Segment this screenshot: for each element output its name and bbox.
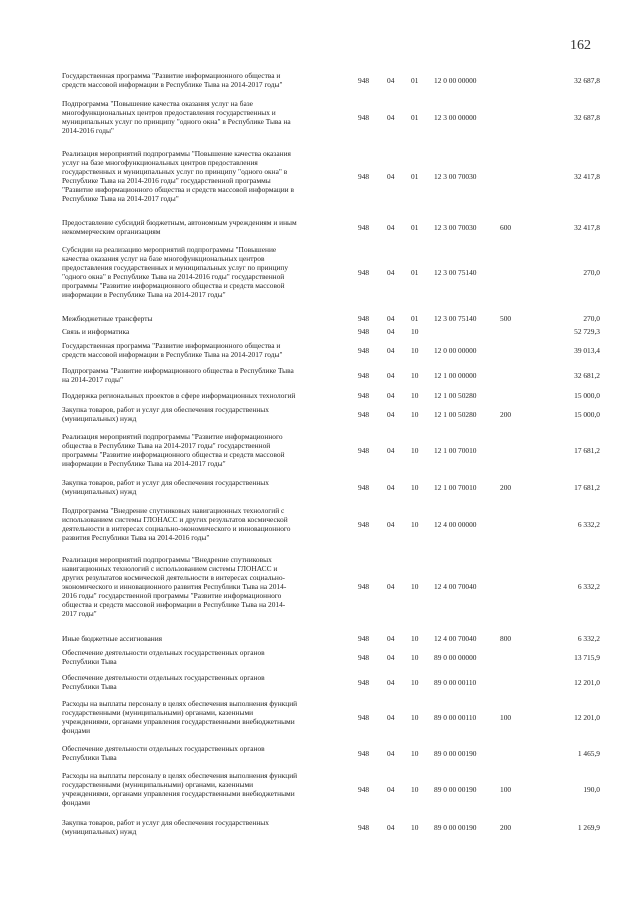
row-expense-type: 200 <box>500 410 512 419</box>
row-section-code: 04 <box>387 371 395 380</box>
row-amount: 32 417,8 <box>574 223 600 232</box>
row-expense-type: 100 <box>500 713 512 722</box>
row-ministry-code: 948 <box>358 713 370 722</box>
row-target-code: 12 4 00 00000 <box>434 520 477 529</box>
row-target-code: 12 3 00 70030 <box>434 172 477 181</box>
row-ministry-code: 948 <box>358 823 370 832</box>
row-ministry-code: 948 <box>358 327 370 336</box>
row-amount: 32 687,8 <box>574 113 600 122</box>
row-amount: 270,0 <box>583 314 600 323</box>
row-description: Расходы на выплаты персоналу в целях обеспечения выполнения функций государственными (муниципальными) органами, казенными учреждениями, органами управления государственными внебюджетными фондами <box>62 699 298 735</box>
row-target-code: 89 0 00 00110 <box>434 713 477 722</box>
row-amount: 1 465,9 <box>577 749 600 758</box>
row-amount: 17 681,2 <box>574 483 600 492</box>
row-section-code: 04 <box>387 268 395 277</box>
row-amount: 12 201,0 <box>574 678 600 687</box>
row-ministry-code: 948 <box>358 314 370 323</box>
row-description: Межбюджетные трансферты <box>62 314 153 323</box>
row-section-code: 04 <box>387 314 395 323</box>
row-subsection-code: 10 <box>411 713 419 722</box>
row-section-code: 04 <box>387 749 395 758</box>
row-description: Обеспечение деятельности отдельных государственных органов Республики Тыва <box>62 648 265 666</box>
row-amount: 52 729,3 <box>574 327 600 336</box>
row-description: Обеспечение деятельности отдельных государственных органов Республики Тыва <box>62 673 265 691</box>
row-subsection-code: 10 <box>411 520 419 529</box>
row-ministry-code: 948 <box>358 223 370 232</box>
row-target-code: 89 0 00 00190 <box>434 823 477 832</box>
row-subsection-code: 01 <box>411 172 419 181</box>
row-subsection-code: 10 <box>411 410 419 419</box>
row-target-code: 12 3 00 70030 <box>434 223 477 232</box>
row-section-code: 04 <box>387 785 395 794</box>
row-target-code: 89 0 00 00110 <box>434 678 477 687</box>
row-subsection-code: 10 <box>411 823 419 832</box>
row-ministry-code: 948 <box>358 391 370 400</box>
row-amount: 15 000,0 <box>574 391 600 400</box>
row-amount: 32 417,8 <box>574 172 600 181</box>
row-section-code: 04 <box>387 634 395 643</box>
row-description: Иные бюджетные ассигнования <box>62 634 163 643</box>
row-description: Закупка товаров, работ и услуг для обеспечения государственных (муниципальных) нужд <box>62 405 269 423</box>
row-target-code: 12 4 00 70040 <box>434 582 477 591</box>
row-target-code: 12 3 00 75140 <box>434 314 477 323</box>
row-description: Подпрограмма "Развитие информационного общества в Республике Тыва на 2014-2017 годы" <box>62 366 294 384</box>
row-section-code: 04 <box>387 713 395 722</box>
row-description: Расходы на выплаты персоналу в целях обеспечения выполнения функций государственными (муниципальными) органами, казенными учреждениями, органами управления государственными внебюджетными фондами <box>62 771 298 807</box>
row-subsection-code: 10 <box>411 391 419 400</box>
row-ministry-code: 948 <box>358 76 370 85</box>
row-expense-type: 100 <box>500 785 512 794</box>
row-section-code: 04 <box>387 346 395 355</box>
row-description: Обеспечение деятельности отдельных государственных органов Республики Тыва <box>62 744 265 762</box>
row-ministry-code: 948 <box>358 483 370 492</box>
row-subsection-code: 10 <box>411 634 419 643</box>
row-target-code: 12 1 00 70010 <box>434 446 477 455</box>
row-description: Государственная программа "Развитие информационного общества и средств массовой информации в Республике Тыва на 2014-2017 годы" <box>62 71 283 89</box>
row-target-code: 89 0 00 00000 <box>434 653 477 662</box>
row-ministry-code: 948 <box>358 113 370 122</box>
row-subsection-code: 10 <box>411 327 419 336</box>
row-target-code: 89 0 00 00190 <box>434 749 477 758</box>
row-amount: 12 201,0 <box>574 713 600 722</box>
row-subsection-code: 10 <box>411 371 419 380</box>
row-amount: 32 681,2 <box>574 371 600 380</box>
row-target-code: 12 0 00 00000 <box>434 346 477 355</box>
row-ministry-code: 948 <box>358 446 370 455</box>
row-amount: 6 332,2 <box>577 634 600 643</box>
row-description: Поддержка региональных проектов в сфере информационных технологий <box>62 391 296 400</box>
row-subsection-code: 01 <box>411 113 419 122</box>
row-expense-type: 800 <box>500 634 512 643</box>
page-number: 162 <box>570 38 591 53</box>
row-section-code: 04 <box>387 113 395 122</box>
row-section-code: 04 <box>387 446 395 455</box>
row-ministry-code: 948 <box>358 268 370 277</box>
row-ministry-code: 948 <box>358 582 370 591</box>
row-target-code: 12 1 00 70010 <box>434 483 477 492</box>
row-target-code: 12 4 00 70040 <box>434 634 477 643</box>
row-section-code: 04 <box>387 823 395 832</box>
row-subsection-code: 10 <box>411 446 419 455</box>
row-amount: 15 000,0 <box>574 410 600 419</box>
row-subsection-code: 10 <box>411 483 419 492</box>
row-description: Закупка товаров, работ и услуг для обеспечения государственных (муниципальных) нужд <box>62 478 269 496</box>
row-target-code: 12 3 00 00000 <box>434 113 477 122</box>
row-ministry-code: 948 <box>358 520 370 529</box>
row-amount: 1 269,9 <box>577 823 600 832</box>
row-subsection-code: 10 <box>411 785 419 794</box>
row-expense-type: 500 <box>500 314 512 323</box>
row-description: Реализация мероприятий подпрограммы "Внедрение спутниковых навигационных технологий с использованием системы ГЛОНАСС и других результатов космической деятельности в интересах социально- экономического и инновационного развития Республики Тыва на 2014- 2016 годы" государственной программы "Развитие информационного общества и средств массовой информации в Республике Тыва на 2014- 2017 годы" <box>62 555 287 618</box>
row-subsection-code: 10 <box>411 653 419 662</box>
row-section-code: 04 <box>387 678 395 687</box>
row-subsection-code: 01 <box>411 268 419 277</box>
row-section-code: 04 <box>387 653 395 662</box>
row-subsection-code: 01 <box>411 314 419 323</box>
row-description: Подпрограмма "Повышение качества оказания услуг на базе многофункциональных центров предоставления государственных и муниципальных услуг по принципу "одного окна" в Республике Тыва на 2014-2016 годы" <box>62 99 291 135</box>
row-target-code: 12 1 00 50280 <box>434 391 477 400</box>
row-ministry-code: 948 <box>358 678 370 687</box>
row-section-code: 04 <box>387 327 395 336</box>
row-amount: 13 715,9 <box>574 653 600 662</box>
row-subsection-code: 01 <box>411 223 419 232</box>
row-ministry-code: 948 <box>358 410 370 419</box>
row-ministry-code: 948 <box>358 346 370 355</box>
row-ministry-code: 948 <box>358 785 370 794</box>
row-target-code: 12 1 00 00000 <box>434 371 477 380</box>
row-ministry-code: 948 <box>358 653 370 662</box>
row-subsection-code: 10 <box>411 749 419 758</box>
row-target-code: 12 1 00 50280 <box>434 410 477 419</box>
row-section-code: 04 <box>387 223 395 232</box>
row-section-code: 04 <box>387 410 395 419</box>
row-description: Предоставление субсидий бюджетным, автономным учреждениям и иным некоммерческим организациям <box>62 218 297 236</box>
row-ministry-code: 948 <box>358 749 370 758</box>
row-ministry-code: 948 <box>358 172 370 181</box>
row-ministry-code: 948 <box>358 371 370 380</box>
row-description: Связь и информатика <box>62 327 130 336</box>
row-subsection-code: 10 <box>411 582 419 591</box>
row-expense-type: 600 <box>500 223 512 232</box>
row-section-code: 04 <box>387 520 395 529</box>
row-section-code: 04 <box>387 391 395 400</box>
row-section-code: 04 <box>387 172 395 181</box>
row-subsection-code: 10 <box>411 678 419 687</box>
row-amount: 6 332,2 <box>577 520 600 529</box>
row-amount: 270,0 <box>583 268 600 277</box>
row-description: Подпрограмма "Внедрение спутниковых навигационных технологий с использованием системы ГЛОНАСС и других результатов космической деятельности в интересах социально-экономического и инновационного развития Республики Тыва на 2014-2016 годы" <box>62 506 291 542</box>
row-description: Закупка товаров, работ и услуг для обеспечения государственных (муниципальных) нужд <box>62 818 269 836</box>
row-target-code: 12 0 00 00000 <box>434 76 477 85</box>
row-expense-type: 200 <box>500 823 512 832</box>
row-description: Реализация мероприятий подпрограммы "Повышение качества оказания услуг на базе многофункциональных центров предоставления государственных и муниципальных услуг по принципу "одного окна" в Республике Тыва на 2014-2016 годы" государственной программы "Развитие информационного общества и средств массовой информации в Республике Тыва на 2014-2017 годы" <box>62 149 294 203</box>
row-target-code: 12 3 00 75140 <box>434 268 477 277</box>
row-amount: 6 332,2 <box>577 582 600 591</box>
row-subsection-code: 01 <box>411 76 419 85</box>
row-amount: 32 687,8 <box>574 76 600 85</box>
row-description: Государственная программа "Развитие информационного общества и средств массовой информации в Республике Тыва на 2014-2017 годы" <box>62 341 283 359</box>
row-ministry-code: 948 <box>358 634 370 643</box>
row-amount: 17 681,2 <box>574 446 600 455</box>
row-section-code: 04 <box>387 76 395 85</box>
row-amount: 190,0 <box>583 785 600 794</box>
row-amount: 39 013,4 <box>574 346 600 355</box>
row-target-code: 89 0 00 00190 <box>434 785 477 794</box>
row-section-code: 04 <box>387 582 395 591</box>
row-expense-type: 200 <box>500 483 512 492</box>
row-section-code: 04 <box>387 483 395 492</box>
row-description: Субсидии на реализацию мероприятий подпрограммы "Повышение качества оказания услуг на базе многофункциональных центров предоставления государственных и муниципальных услуг по принципу "одного окна" в Республике Тыва на 2014-2016 годы" государственной программы "Развитие информационного общества и средств массовой информации в Республике Тыва на 2014-2017 годы" <box>62 245 289 299</box>
row-subsection-code: 10 <box>411 346 419 355</box>
row-description: Реализация мероприятий подпрограммы "Развитие информационного общества в Республике Тыва на 2014-2017 годы" государственной программы "Развитие информационного общества и средств массовой информации в Республике Тыва на 2014-2017 годы" <box>62 432 285 468</box>
